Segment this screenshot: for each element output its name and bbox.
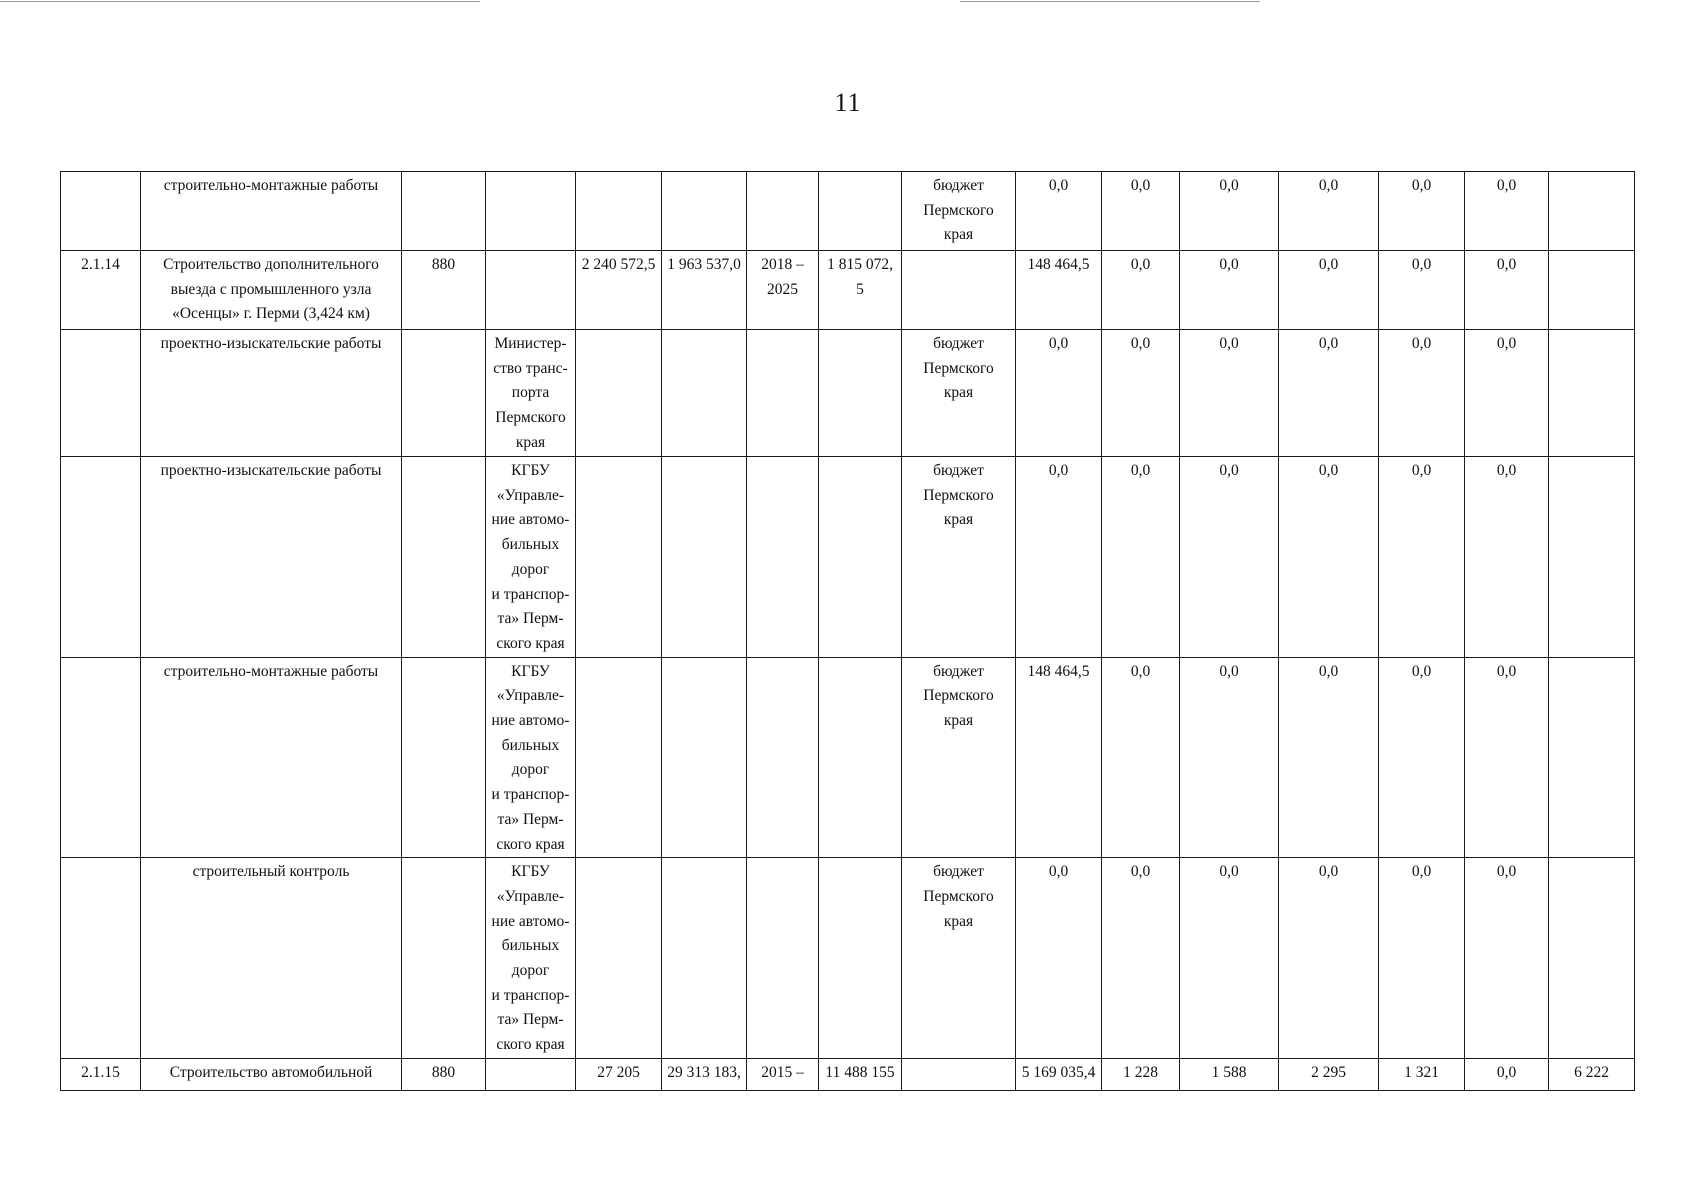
- row-name: Строительство автомобильной: [141, 1058, 402, 1090]
- cost-col5: [662, 457, 747, 658]
- executor-line: и транспор-: [491, 786, 570, 804]
- funding-source: [902, 1058, 1016, 1090]
- value-2: 1 228: [1102, 1058, 1180, 1090]
- value-3: 0,0: [1180, 657, 1279, 858]
- cost-col5: 29 313 183,: [662, 1058, 747, 1090]
- value-4: 0,0: [1279, 172, 1379, 251]
- value-4: 0,0: [1279, 330, 1379, 457]
- executor: [486, 657, 576, 858]
- executor-line: ние автомо-: [491, 912, 570, 930]
- period: [747, 330, 819, 457]
- value-3: 0,0: [1180, 172, 1279, 251]
- value-last: [1549, 657, 1635, 858]
- executor-line: дорог: [511, 962, 550, 980]
- value-1: 148 464,5: [1016, 657, 1102, 858]
- executor-line: ние автомо-: [491, 712, 570, 730]
- cost-col7: [819, 1058, 902, 1090]
- funding-source-line: края: [943, 511, 974, 529]
- value-last: [1549, 858, 1635, 1059]
- total-cost: [576, 657, 662, 858]
- cost-col5: [662, 330, 747, 457]
- funding-source-line: края: [943, 712, 974, 730]
- value-3: 0,0: [1180, 858, 1279, 1059]
- row-name: Строительство дополнительного выезда с промышленного узла «Осенцы» г. Перми (3,424 км): [141, 251, 402, 330]
- executor-line: дорог: [511, 560, 550, 578]
- value-6: 0,0: [1465, 251, 1549, 330]
- executor-line: КГБУ: [511, 662, 550, 680]
- value-1: 0,0: [1016, 457, 1102, 658]
- executor-line: та» Перм-: [497, 610, 564, 628]
- value-5: 0,0: [1379, 330, 1465, 457]
- value-last: [1549, 251, 1635, 330]
- executor-line: ство транс-: [493, 359, 568, 377]
- row-number: 2.1.15: [61, 1058, 141, 1090]
- funding-source-line: Пермского: [923, 201, 994, 219]
- admin-code: [402, 457, 486, 658]
- funding-source-line: Пермского: [923, 687, 994, 705]
- funding-source-line: Пермского: [923, 359, 994, 377]
- period-line: 2025: [767, 280, 798, 298]
- funding-source: [902, 251, 1016, 330]
- cost-col7: [819, 330, 902, 457]
- funding-source-line: бюджет: [933, 662, 984, 680]
- cost-col7-line: 11 488 155: [825, 1063, 895, 1081]
- value-last: [1549, 172, 1635, 251]
- funding-source-line: края: [943, 384, 974, 402]
- value-5: 0,0: [1379, 251, 1465, 330]
- admin-code: [402, 858, 486, 1059]
- value-2: 0,0: [1102, 330, 1180, 457]
- value-5: 0,0: [1379, 172, 1465, 251]
- executor: [486, 330, 576, 457]
- period: [747, 657, 819, 858]
- scan-edge-line: [960, 1, 1260, 2]
- row-number: [61, 330, 141, 457]
- value-2: 0,0: [1102, 172, 1180, 251]
- cost-col7-line: 1 815 072,: [827, 256, 893, 273]
- value-2: 0,0: [1102, 251, 1180, 330]
- value-1: 0,0: [1016, 172, 1102, 251]
- period: [747, 457, 819, 658]
- value-2: 0,0: [1102, 858, 1180, 1059]
- page-number: 11: [834, 88, 862, 117]
- value-6: 0,0: [1465, 858, 1549, 1059]
- program-table: [60, 171, 1635, 1091]
- row-number: 2.1.14: [61, 251, 141, 330]
- cost-col7: [819, 657, 902, 858]
- table-row: [61, 858, 1635, 1059]
- funding-source-line: бюджет: [933, 462, 984, 479]
- row-name: проектно-изыскательские работы: [141, 330, 402, 457]
- scan-edge-line: [0, 1, 480, 2]
- period: [747, 251, 819, 330]
- row-number: [61, 657, 141, 858]
- executor-line: бильных: [501, 536, 560, 554]
- cost-col7: [819, 172, 902, 251]
- total-cost: [576, 330, 662, 457]
- period: [747, 1058, 819, 1090]
- period-line: 2015 –: [761, 1063, 804, 1081]
- period: [747, 858, 819, 1059]
- table-row: [61, 251, 1635, 330]
- value-3: 0,0: [1180, 251, 1279, 330]
- admin-code: 880: [402, 1058, 486, 1090]
- executor-line: бильных: [501, 937, 560, 955]
- executor-line: ского края: [496, 835, 565, 853]
- value-2: 0,0: [1102, 457, 1180, 658]
- funding-source: [902, 457, 1016, 658]
- executor-line: Министер-: [494, 335, 567, 352]
- value-last: [1549, 457, 1635, 658]
- total-cost: 2 240 572,5: [576, 251, 662, 330]
- executor: [486, 172, 576, 251]
- value-4: 0,0: [1279, 858, 1379, 1059]
- value-6: 0,0: [1465, 657, 1549, 858]
- row-name: проектно-изыскательские работы: [141, 457, 402, 658]
- row-number: [61, 858, 141, 1059]
- value-2: 0,0: [1102, 657, 1180, 858]
- executor-line: та» Перм-: [497, 810, 564, 828]
- total-cost: [576, 858, 662, 1059]
- total-cost: [576, 172, 662, 251]
- value-3: 0,0: [1180, 457, 1279, 658]
- executor-line: та» Перм-: [497, 1011, 564, 1029]
- period: [747, 172, 819, 251]
- period-line: 2018 –: [761, 256, 804, 273]
- funding-source-line: Пермского: [923, 486, 994, 504]
- executor-line: ние автомо-: [491, 511, 570, 529]
- executor-line: бильных: [501, 736, 560, 754]
- table-row: [61, 172, 1635, 251]
- cost-col5: 1 963 537,0: [662, 251, 747, 330]
- executor: [486, 251, 576, 330]
- value-4: 2 295: [1279, 1058, 1379, 1090]
- admin-code: 880: [402, 251, 486, 330]
- cost-col7: [819, 251, 902, 330]
- table-row: [61, 330, 1635, 457]
- value-5: 0,0: [1379, 858, 1465, 1059]
- executor-line: ского края: [496, 634, 565, 652]
- value-5: 1 321: [1379, 1058, 1465, 1090]
- executor-line: порта: [511, 384, 550, 402]
- funding-source: [902, 657, 1016, 858]
- value-6: 0,0: [1465, 330, 1549, 457]
- executor-line: КГБУ: [511, 462, 550, 479]
- row-name: строительный контроль: [141, 858, 402, 1059]
- row-number: [61, 457, 141, 658]
- total-cost: 27 205: [576, 1058, 662, 1090]
- row-name: строительно-монтажные работы: [141, 657, 402, 858]
- funding-source-line: края: [943, 226, 974, 244]
- cost-col5: [662, 172, 747, 251]
- executor-line: КГБУ: [511, 863, 550, 881]
- value-last: [1549, 330, 1635, 457]
- executor-line: «Управле-: [496, 887, 565, 905]
- executor: [486, 858, 576, 1059]
- funding-source-line: бюджет: [933, 177, 984, 194]
- value-6: 0,0: [1465, 457, 1549, 658]
- value-5: 0,0: [1379, 657, 1465, 858]
- executor-line: «Управле-: [496, 486, 565, 504]
- value-6: 0,0: [1465, 172, 1549, 251]
- table-row: [61, 457, 1635, 658]
- cost-col7-line: 5: [856, 280, 864, 298]
- value-1: 0,0: [1016, 858, 1102, 1059]
- value-4: 0,0: [1279, 457, 1379, 658]
- value-1: 5 169 035,4: [1016, 1058, 1102, 1090]
- cost-col7: [819, 858, 902, 1059]
- table-row: [61, 1058, 1635, 1090]
- executor-line: ского края: [496, 1036, 565, 1054]
- executor-line: края: [515, 433, 546, 451]
- executor-line: Пермского: [495, 409, 566, 427]
- row-name: строительно-монтажные работы: [141, 172, 402, 251]
- funding-source: [902, 330, 1016, 457]
- value-1: 0,0: [1016, 330, 1102, 457]
- admin-code: [402, 172, 486, 251]
- cost-col5: [662, 858, 747, 1059]
- executor-line: и транспор-: [491, 585, 570, 603]
- executor: [486, 1058, 576, 1090]
- admin-code: [402, 657, 486, 858]
- funding-source-line: бюджет: [933, 863, 984, 881]
- funding-source: [902, 172, 1016, 251]
- value-1: 148 464,5: [1016, 251, 1102, 330]
- row-number: [61, 172, 141, 251]
- value-5: 0,0: [1379, 457, 1465, 658]
- executor-line: «Управле-: [496, 687, 565, 705]
- funding-source-line: Пермского: [923, 887, 994, 905]
- funding-source: [902, 858, 1016, 1059]
- cost-col5: [662, 657, 747, 858]
- funding-source-line: края: [943, 912, 974, 930]
- cost-col7: [819, 457, 902, 658]
- value-6: 0,0: [1465, 1058, 1549, 1090]
- value-3: 0,0: [1180, 330, 1279, 457]
- value-4: 0,0: [1279, 251, 1379, 330]
- executor-line: дорог: [511, 761, 550, 779]
- value-3: 1 588: [1180, 1058, 1279, 1090]
- admin-code: [402, 330, 486, 457]
- total-cost: [576, 457, 662, 658]
- value-last: 6 222: [1549, 1058, 1635, 1090]
- value-4: 0,0: [1279, 657, 1379, 858]
- executor: [486, 457, 576, 658]
- executor-line: и транспор-: [491, 986, 570, 1004]
- table-row: [61, 657, 1635, 858]
- funding-source-line: бюджет: [933, 335, 984, 352]
